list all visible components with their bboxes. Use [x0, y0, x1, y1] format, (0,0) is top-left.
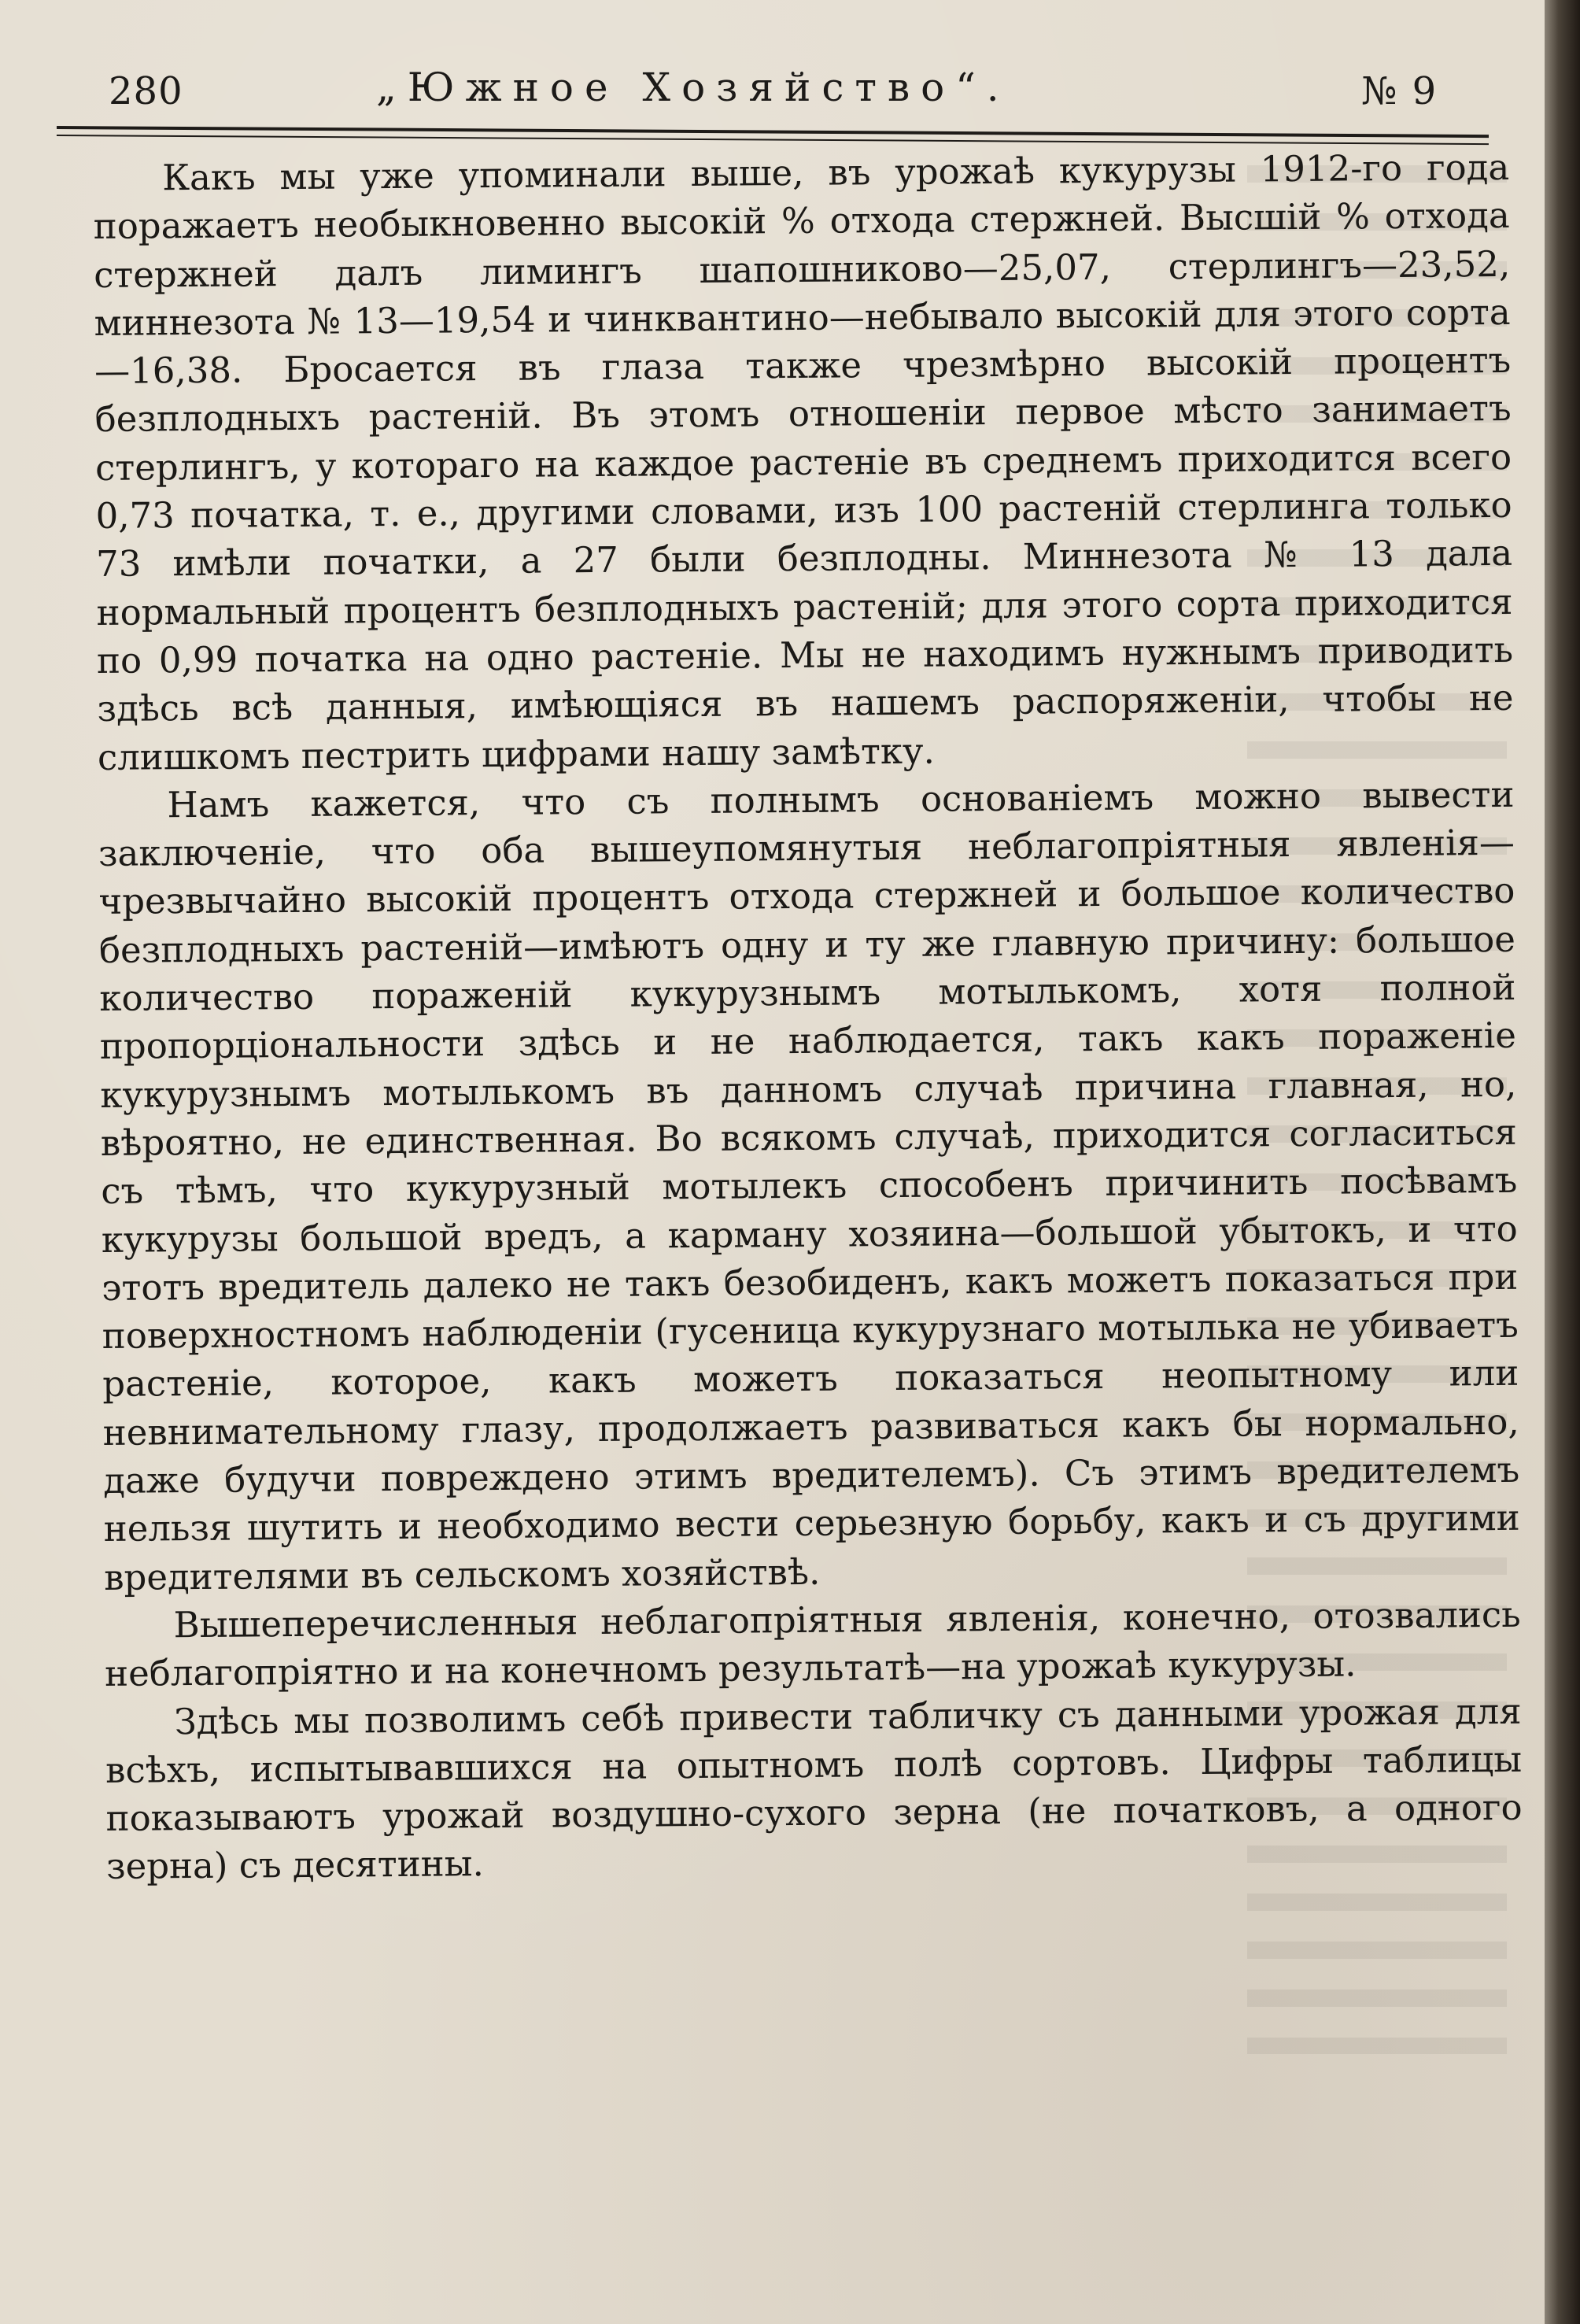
paragraph-corn-borer: Намъ кажется, что съ полнымъ основаніемъ можно вывести заключеніе, что оба вышеупомянутыя неблагопріятныя явленія—чрезвычайно высокій процентъ отхода стержней и большое количество безплодныхъ растеній—имѣютъ одну и ту же главную причину: большое количество пораженій кукурузнымъ мотылькомъ, хотя полной пропорціональности здѣсь и не наблюдается, такъ какъ пораженіе кукурузнымъ мотылькомъ въ данномъ случаѣ причина главная, но, вѣроятно, не единственная. Во всякомъ случаѣ, приходится согласиться съ тѣмъ, что кукурузный мотылекъ способенъ причинить посѣвамъ кукурузы большой вредъ, а карману хозяина—большой убытокъ, и что этотъ вредитель далеко не такъ безобиденъ, какъ можетъ показаться при поверхностномъ наблюденіи (гусеница кукурузнаго мотылька не убиваетъ растеніе, которое, какъ можетъ показаться неопытному или невнимательному глазу, продолжаетъ развиваться какъ бы нормально, даже будучи повреждено этимъ вредителемъ). Съ этимъ вредителемъ нельзя шутить и необходимо вести серьезную борьбу, какъ и съ другими вредителями въ сельскомъ хозяйствѣ. [98, 773, 1520, 1598]
issue-number: № 9 [1361, 69, 1438, 113]
body-text [93, 143, 1523, 1891]
journal-title: „Южное Хозяйство“. [376, 65, 1010, 110]
paragraph-cob-waste: Какъ мы уже упоминали выше, въ урожаѣ кукурузы 1912-го года поражаетъ необыкновенно высокій % отхода стержней. Высшій % отхода стержней далъ лимингъ шапошниково—25,07, стерлингъ—23,52, миннезота № 13—19,54 и чинквантино—небывало высокій для этого сорта—16,38. Бросается въ глаза также чрезмѣрно высокій процентъ безплодныхъ растеній. Въ этомъ отношеніи первое мѣсто занимаетъ стерлингъ, у котораго на каждое растеніе въ среднемъ приходится всего 0,73 початка, т. е., другими словами, изъ 100 растеній стерлинга только 73 имѣли початки, а 27 были безплодны. Миннезота № 13 дала нормальный процентъ безплодныхъ растеній; для этого сорта приходится по 0,99 початка на одно растеніе. Мы не находимъ нужнымъ приводить здѣсь всѣ данныя, имѣющіяся въ нашемъ распоряженіи, чтобы не слишкомъ пестрить цифрами нашу замѣтку. [93, 146, 1514, 778]
running-head [109, 65, 1464, 124]
paragraph-final-yield: Вышеперечисленныя неблагопріятныя явленія, конечно, отозвались неблагопріятно и на конечномъ результатѣ—на урожаѣ кукурузы. [104, 1593, 1521, 1695]
page-number: 280 [109, 69, 183, 113]
book-binding-edge [1545, 0, 1580, 2324]
paragraph-yield-table-intro: Здѣсь мы позволимъ себѣ привести табличку съ данными урожая для всѣхъ, испытывавшихся на опытномъ полѣ сортовъ. Цифры таблицы показываютъ урожай воздушно-сухого зерна (не початковъ, а одного зерна) съ десятины. [105, 1690, 1523, 1888]
